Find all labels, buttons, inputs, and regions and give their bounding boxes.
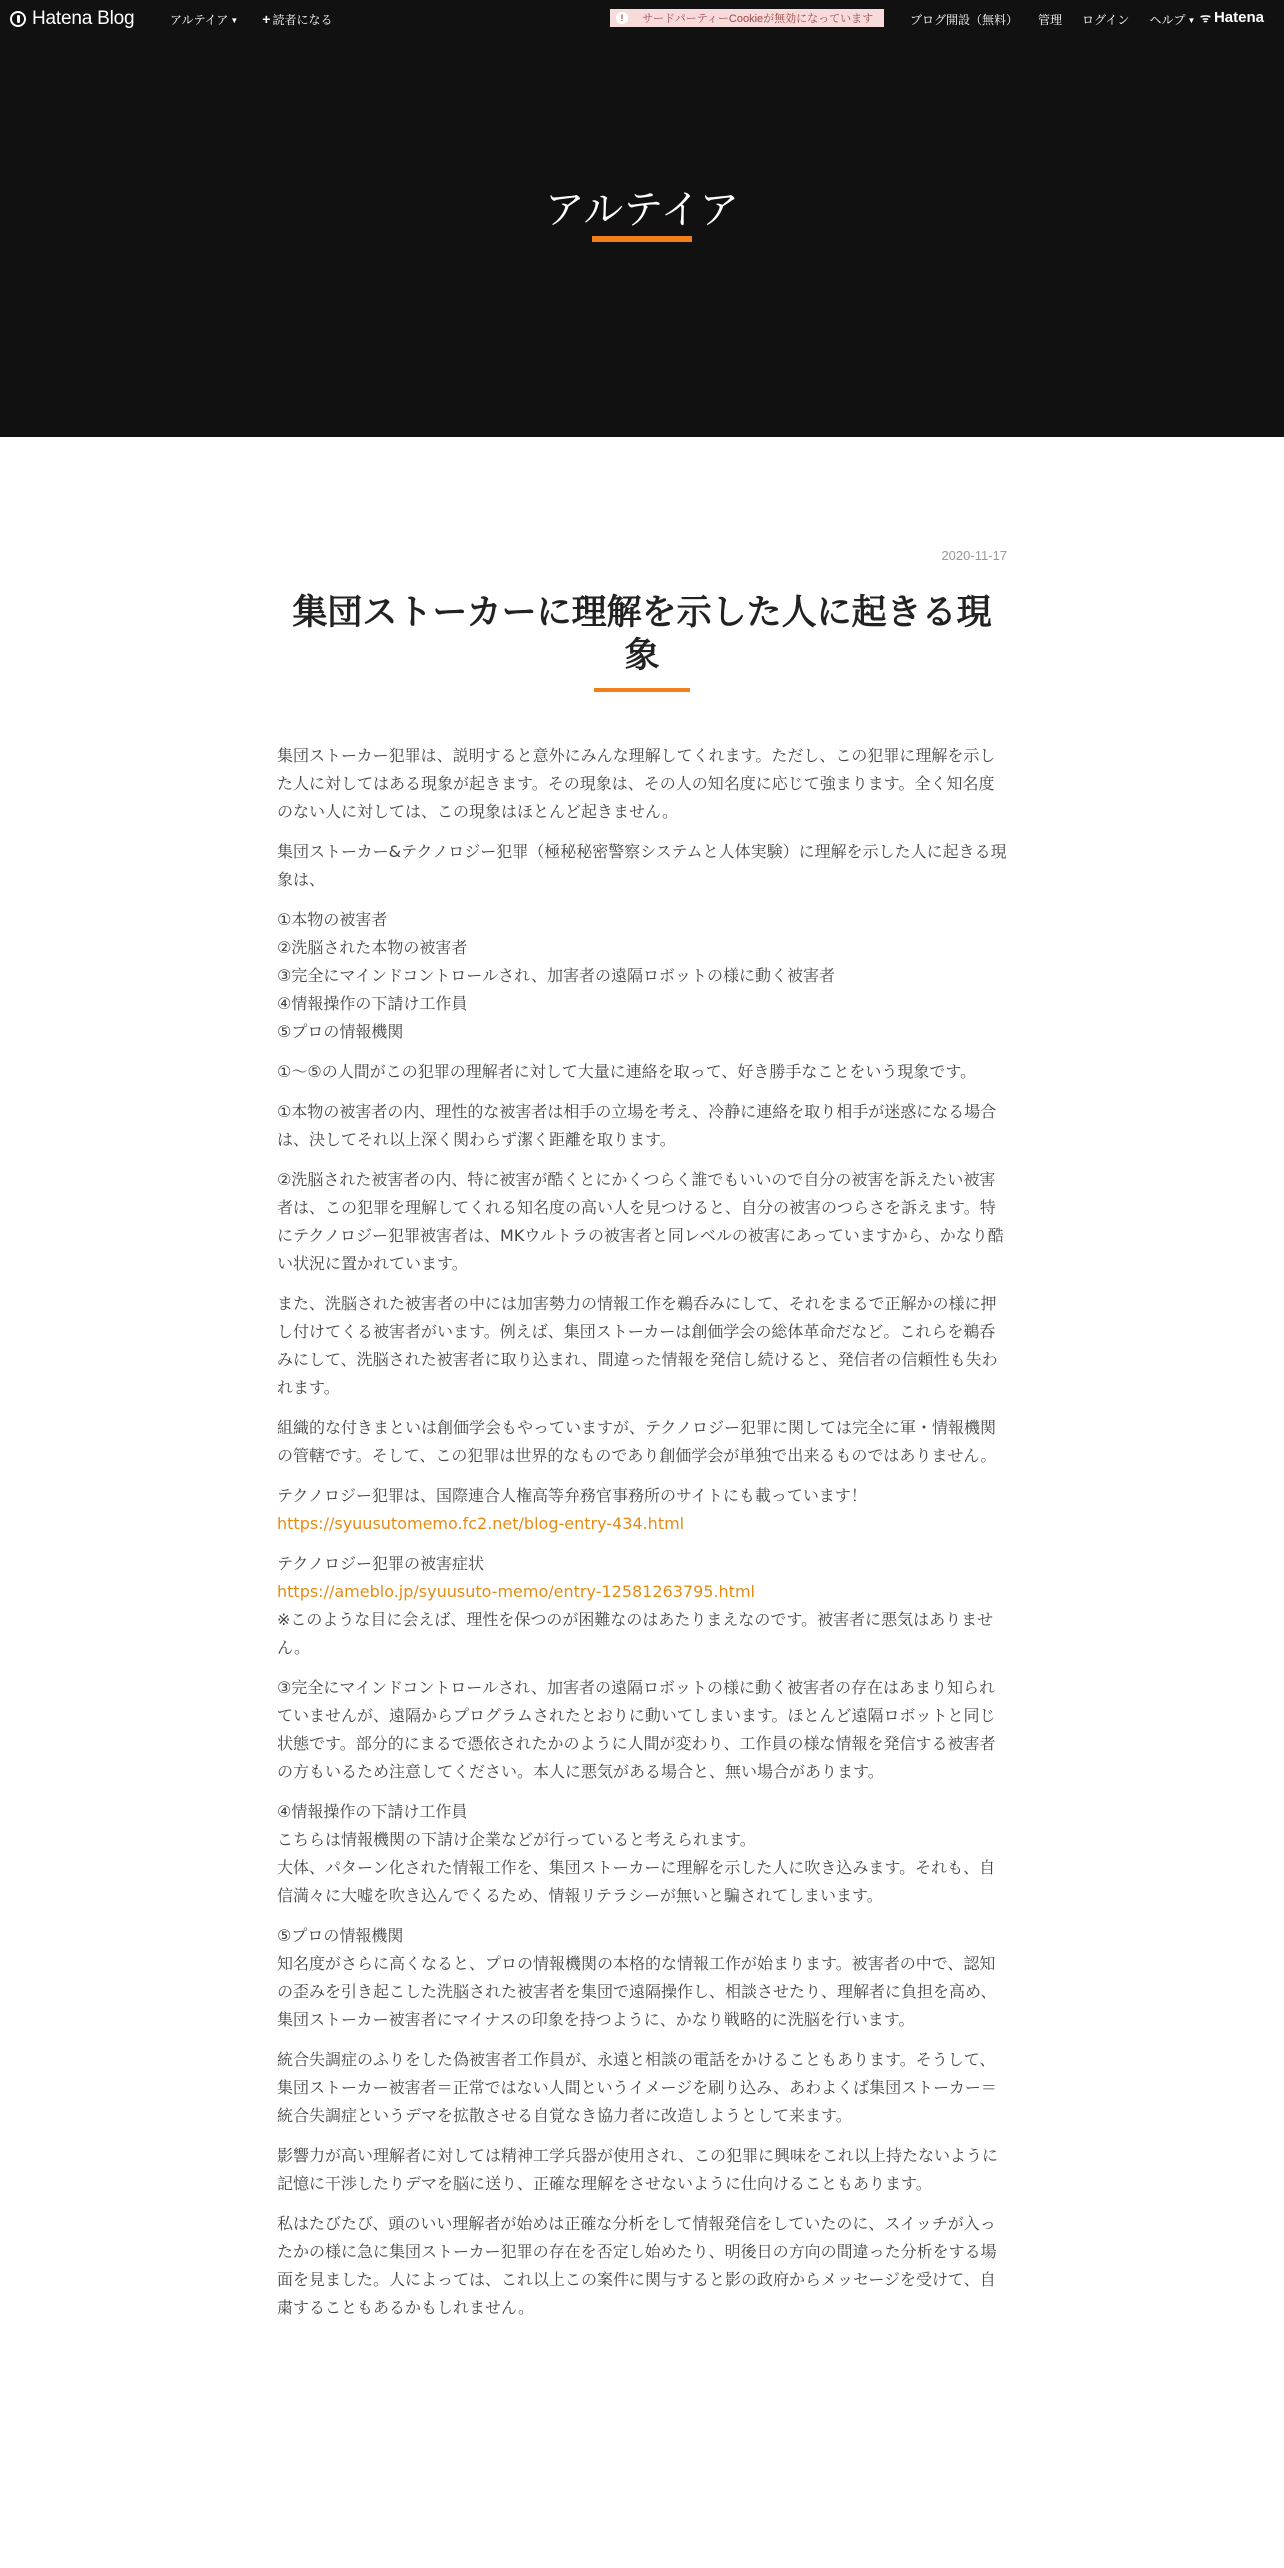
- paragraph: ①本物の被害者の内、理性的な被害者は相手の立場を考え、冷静に連絡を取り相手が迷惑になる場合は、決してそれ以上深く関わらず潔く距離を取ります。: [277, 1102, 997, 1149]
- entry-title-underline: [594, 688, 690, 692]
- blog-header: [0, 38, 1284, 437]
- un-link[interactable]: https://syuusutomemo.fc2.net/blog-entry-434.html: [277, 1514, 685, 1533]
- paragraph: 私はたびたび、頭のいい理解者が始めは正確な分析をして情報発信をしていたのに、スイッチが入ったかの様に急に集団ストーカー犯罪の存在を否定し始めたり、明後日の方向の間違った分析をする場面を見ました。人によっては、これ以上この案件に関与すると影の政府からメッセージを受けて、自粛することもあるかもしれません。: [277, 2214, 997, 2317]
- blog-title[interactable]: アルテイア: [544, 187, 740, 233]
- create-blog-link[interactable]: ブログ開設（無料）: [910, 13, 1019, 27]
- login-link[interactable]: ログイン: [1082, 13, 1130, 27]
- paragraph: また、洗脳された被害者の中には加害勢力の情報工作を鵜呑みにして、それをまるで正解かの様に押し付けてくる被害者がいます。例えば、集団ストーカーは創価学会の総体革命だなど。これらを鵜呑みにして、洗脳された被害者に取り込まれ、間違った情報を発信し続けると、発信者の信頼性も失われます。: [277, 1294, 998, 1397]
- list-block: [277, 906, 1007, 1046]
- paragraph: ⑤プロの情報機関 知名度がさらに高くなると、プロの情報機関の本格的な情報工作が始まります。被害者の中で、認知の歪みを引き起こした洗脳された被害者を集団で遠隔操作し、相談させたり、理解者に負担を高め、集団ストーカー被害者にマイナスの印象を持つように、かなり戦略的に洗脳を行います。: [277, 1926, 997, 2029]
- caret-down-icon: ▼: [230, 16, 239, 25]
- list-item: ④情報操作の下請け工作員: [277, 994, 468, 1013]
- paragraph: 組織的な付きまといは創価学会もやっていますが、テクノロジー犯罪に関しては完全に軍・情報機関の管轄です。そして、この犯罪は世界的なものであり創価学会が単独で出来るものではありません。: [277, 1418, 997, 1465]
- paragraph: ④情報操作の下請け工作員 こちらは情報機関の下請け企業などが行っていると考えられます。 大体、パターン化された情報工作を、集団ストーカーに理解を示した人に吹き込みます。それも、自信満々に大嘘を吹き込んでくるため、情報リテラシーが無いと騙されてしまいます。: [277, 1802, 996, 1905]
- entry-content: [277, 742, 1007, 2334]
- top-navigation-bar: [0, 0, 1284, 38]
- list-item: ①本物の被害者: [277, 910, 388, 929]
- hatena-blog-icon: [10, 11, 26, 27]
- hatena-logo[interactable]: ᯤ Hatena: [1200, 9, 1264, 26]
- title-underline: [592, 236, 692, 242]
- paragraph: 影響力が高い理解者に対しては精神工学兵器が使用され、この犯罪に興味をこれ以上持たないように記憶に干渉したりデマを脳に送り、正確な理解をさせないように仕向けることもあります。: [277, 2146, 998, 2193]
- list-item: ②洗脳された本物の被害者: [277, 938, 468, 957]
- help-menu[interactable]: ヘルプ ▼: [1149, 13, 1196, 27]
- info-icon: !: [616, 12, 628, 24]
- subscribe-button[interactable]: + 読者になる: [262, 11, 333, 27]
- admin-link[interactable]: 管理: [1038, 13, 1063, 27]
- paragraph: テクノロジー犯罪の被害症状 https://ameblo.jp/syuusuto-memo/entry-12581263795.html ※このような目に会えば、理性を保つのが困難なのはあたりまえなのです。被害者に悪気はありません。: [277, 1554, 994, 1657]
- list-item: ③完全にマインドコントロールされ、加害者の遠隔ロボットの様に動く被害者: [277, 966, 836, 985]
- brand-name: Hatena Blog: [32, 8, 135, 29]
- list-item: ⑤プロの情報機関: [277, 1022, 404, 1041]
- cookie-notice-text: サードパーティーCookieが無効になっています: [642, 13, 874, 25]
- caret-down-icon: ▼: [1187, 16, 1196, 25]
- symptoms-link[interactable]: https://ameblo.jp/syuusuto-memo/entry-12581263795.html: [277, 1582, 755, 1601]
- paragraph: 統合失調症のふりをした偽被害者工作員が、永遠と相談の電話をかけることもあります。そうして、集団ストーカー被害者＝正常ではない人間というイメージを刷り込み、あわよくば集団ストーカー＝統合失調症というデマを拡散させる自覚なき協力者に改造しようとして来ます。: [277, 2050, 997, 2125]
- cookie-notice[interactable]: [610, 9, 884, 27]
- plus-icon: +: [262, 11, 271, 27]
- paragraph: ③完全にマインドコントロールされ、加害者の遠隔ロボットの様に動く被害者の存在はあまり知られていませんが、遠隔からプログラムされたとおりに動いてしまいます。ほとんど遠隔ロボットと同じ状態です。部分的にまるで憑依されたかのように人間が変わり、工作員の様な情報を発信する被害者の方もいるため注意してください。本人に悪気がある場合と、無い場合があります。: [277, 1678, 996, 1781]
- paragraph: 集団ストーカー犯罪は、説明すると意外にみんな理解してくれます。ただし、この犯罪に理解を示した人に対してはある現象が起きます。その現象は、その人の知名度に応じて強まります。全く知名度のない人に対しては、この現象はほとんど起きません。: [277, 746, 996, 821]
- paragraph: ①～⑤の人間がこの犯罪の理解者に対して大量に連絡を取って、好き勝手なことをいう現象です。: [277, 1062, 977, 1081]
- paragraph: 集団ストーカー&テクノロジー犯罪（極秘秘密警察システムと人体実験）に理解を示した人に起きる現象は、: [277, 842, 1007, 889]
- entry-title[interactable]: 集団ストーカーに理解を示した人に起きる現象: [292, 593, 992, 676]
- hatena-blog-logo[interactable]: [10, 8, 134, 30]
- entry-date[interactable]: 2020-11-17: [941, 548, 1007, 563]
- paragraph: ②洗脳された被害者の内、特に被害が酷くとにかくつらく誰でもいいので自分の被害を訴えたい被害者は、この犯罪を理解してくれる知名度の高い人を見つけると、自分の被害のつらさを訴えます。特にテクノロジー犯罪被害者は、MKウルトラの被害者と同レベルの被害にあっていますから、かなり酷い状況に置かれています。: [277, 1170, 1004, 1273]
- hatena-mark-icon: ᯤ: [1200, 11, 1211, 25]
- blog-menu[interactable]: アルテイア ▼: [170, 13, 239, 27]
- paragraph: テクノロジー犯罪は、国際連合人権高等弁務官事務所のサイトにも載っています！ https://syuusutomemo.fc2.net/blog-entry-434.html: [277, 1486, 867, 1533]
